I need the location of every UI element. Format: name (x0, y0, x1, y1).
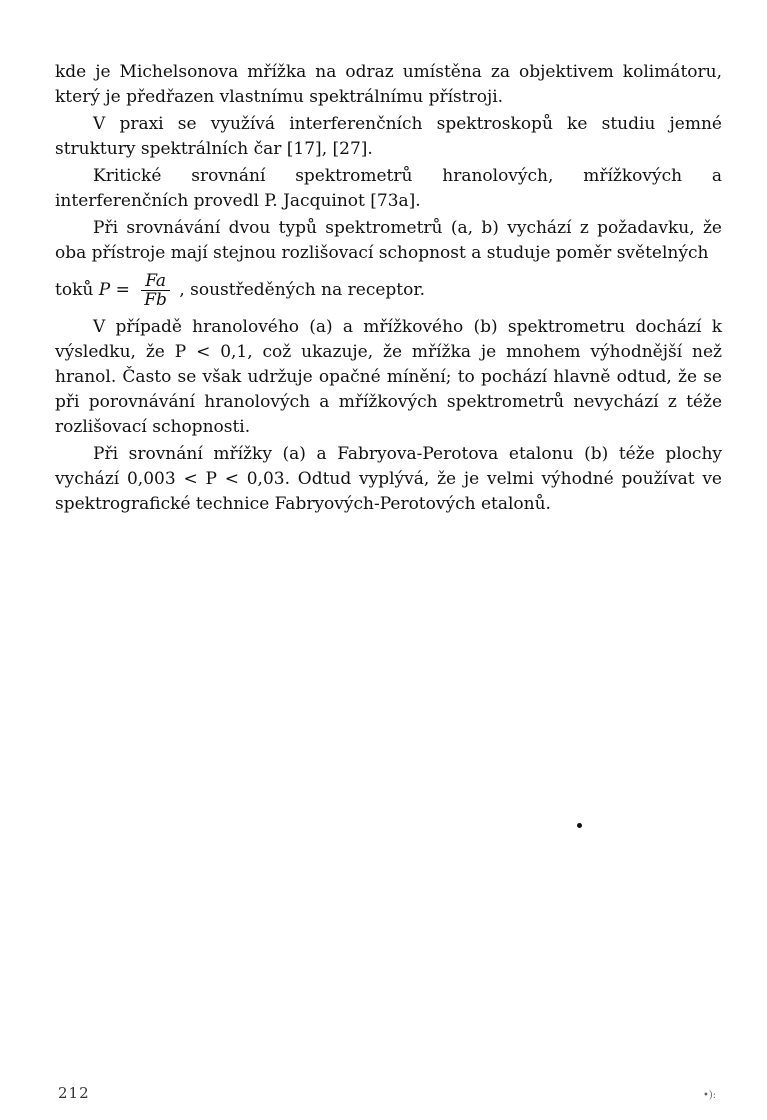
paragraph-1: kde je Michelsonova mřížka na odraz umístěna za objektivem kolimátoru, který je předřazen vlastnímu spektrálnímu přístroji. (55, 62, 722, 107)
page-number: 212 (58, 1084, 90, 1102)
flux-ratio-formula (55, 272, 722, 309)
corner-mark: •): (703, 1090, 717, 1101)
formula-suffix: , soustředěných na receptor. (179, 280, 426, 300)
paragraph-2: V praxi se využívá interferenčních spektroskopů ke studiu jemné struktury spektrálních čar [17], [27]. (55, 114, 722, 159)
formula-prefix: toků (55, 280, 94, 300)
fraction (141, 272, 170, 309)
paragraph-6: Při srovnání mřížky (a) a Fabryova-Perotova etalonu (b) téže plochy vychází 0,003 < P < 0,03. Odtud vyplývá, že je velmi výhodné používat ve spektrografické technice Fabryových-Perotových etalonů. (55, 444, 722, 514)
paragraph-5: V případě hranolového (a) a mřížkového (b) spektrometru dochází k výsledku, že P < 0,1, což ukazuje, že mřížka je mnohem výhodnější než hranol. Často se však udržuje opačné mínění; to pochází hlavně odtud, že se při porovnávání hranolových a mřížkových spektrometrů nevychází z téže rozlišovací schopnosti. (55, 317, 722, 437)
ink-speck (577, 823, 582, 828)
fraction-denominator: Fb (144, 290, 167, 310)
paragraph-3: Kritické srovnání spektrometrů hranolových, mřížkových a interferenčních provedl P. Jacquinot [73a]. (55, 166, 722, 211)
paragraph-4 (55, 216, 722, 266)
fraction-numerator: Fa (141, 272, 170, 291)
paragraph-4-text: Při srovnávání dvou typů spektrometrů (a, b) vychází z požadavku, že oba přístroje mají stejnou rozlišovací schopnost a studuje poměr světelných (55, 218, 722, 263)
body-text (55, 60, 722, 519)
formula-lhs: P = (98, 280, 130, 300)
